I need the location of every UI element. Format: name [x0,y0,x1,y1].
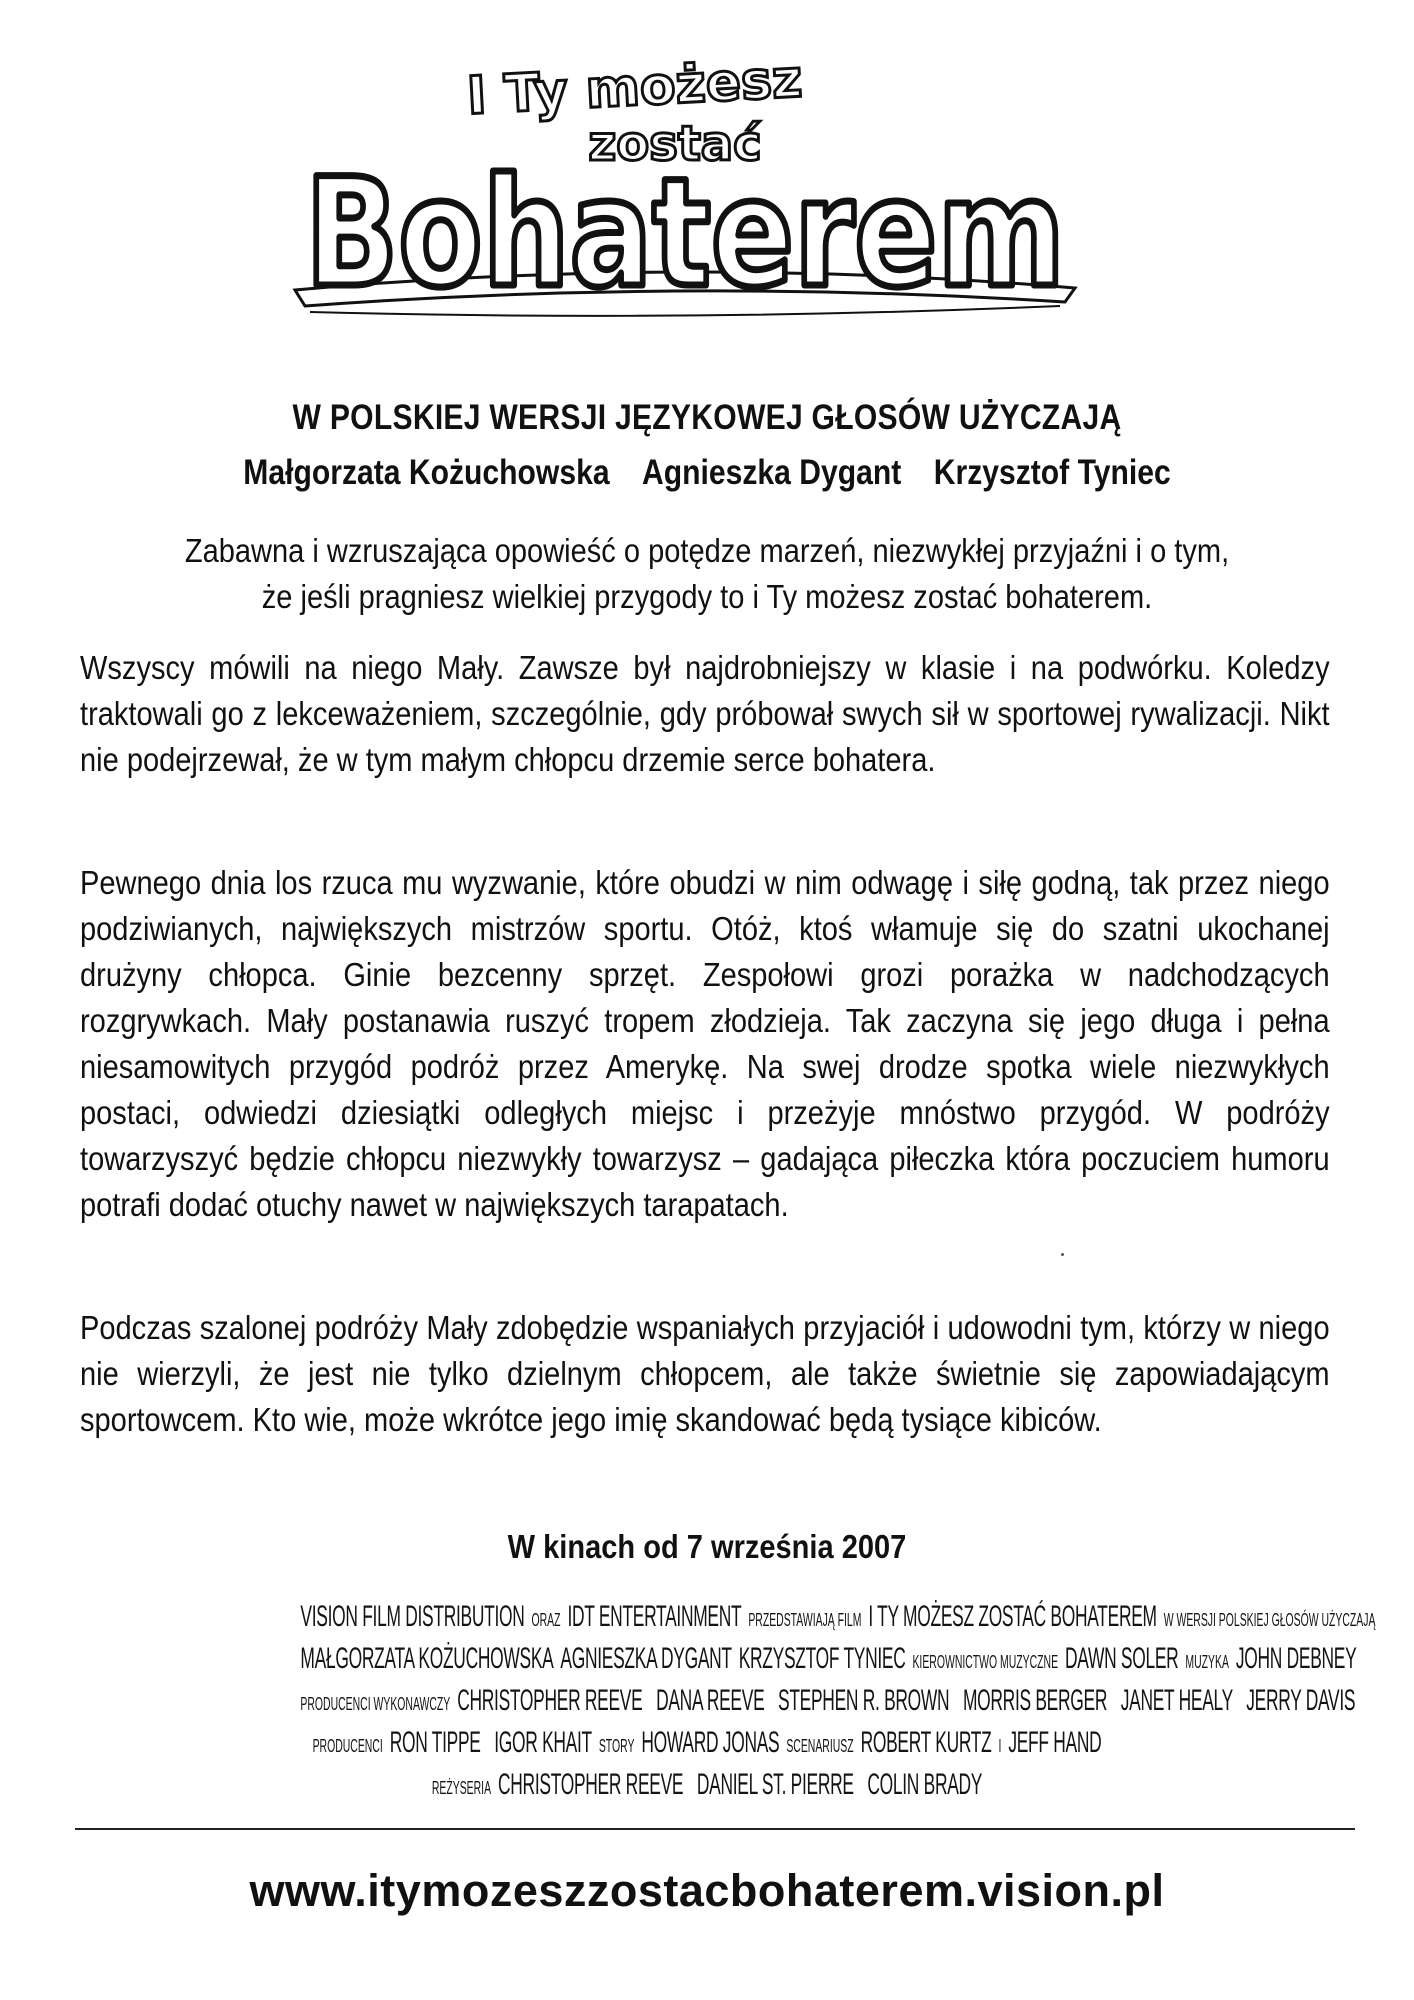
credit-name: JOHN DEBNEY [1235,1642,1357,1675]
credit-label: REŻYSERIA [431,1778,492,1798]
logo-line-3: Bohaterem [305,147,1065,321]
voice-actor: Małgorzata Kożuchowska [243,453,610,492]
logo-graphic [255,40,1115,360]
movie-logo [255,40,1115,360]
credit-label: PRODUCENCI WYKONAWCZY [300,1694,451,1714]
divider-line [75,1828,1355,1830]
logo-line-2: zostać [588,116,762,172]
release-date: W kinach od 7 września 2007 [507,1528,907,1565]
credit-label: STORY [598,1736,635,1756]
credit-label: PRZEDSTAWIAJĄ FILM [748,1610,862,1630]
credit-label: W WERSJI POLSKIEJ GŁOSÓW UŻYCZAJĄ [1163,1610,1376,1630]
voice-actor: Krzysztof Tyniec [933,453,1171,492]
credit-name: ROBERT KURTZ [860,1726,992,1759]
credit-name: JEFF HAND [1008,1726,1102,1759]
credit-name: RON TIPPE IGOR KHAIT [389,1726,592,1759]
synopsis-text: Podczas szalonej podróży Mały zdobędzie wspaniałych przyjaciół i udowodni tym, którzy w niego nie wierzyli, że jest nie tylko dzielnym chłopcem, ale także świetnie się zapowiadającym sportowcem. Kto wie, może wkrótce jego imię skandować będą tysiące kibiców. [80,1309,1330,1438]
credit-line [297,1600,1376,1634]
credit-name: CHRISTOPHER REEVE DANIEL ST. PIERRE COLIN BRADY [498,1768,983,1801]
credit-label: ORAZ [531,1610,561,1630]
voice-actor: Agnieszka Dygant [642,453,902,492]
website-url[interactable]: www.itymozeszzostacbohaterem.vision.pl [249,1865,1165,1916]
logo-line-1: I Ty możesz [465,49,804,127]
lead-line: że jeśli pragniesz wielkiej przygody to i Ty możesz zostać bohaterem. [261,578,1153,615]
credit-line [297,1642,1357,1676]
credit-name: KRZYSZTOF TYNIEC [738,1642,906,1675]
credit-name: AGNIESZKA DYGANT [560,1642,732,1675]
credit-label: SCENARIUSZ [786,1736,854,1756]
synopsis-text: Wszyscy mówili na niego Mały. Zawsze był najdrobniejszy w klasie i na podwórku. Koledzy traktowali go z lekceważeniem, szczególnie, gdy próbował swych sił w sportowej rywalizacji. Nikt nie podejrzewał, że w tym małym chłopcu drzemie serce bohatera. [80,649,1330,778]
credit-name: HOWARD JONAS [641,1726,780,1759]
credit-label: I [998,1736,1002,1756]
credit-name: IDT ENTERTAINMENT [567,1600,742,1633]
credit-line [297,1684,1356,1718]
lead-line: Zabawna i wzruszająca opowieść o potędze marzeń, niezwykłej przyjaźni i o tym, [184,532,1230,569]
voice-cast-title: W POLSKIEJ WERSJI JĘZYKOWEJ GŁOSÓW UŻYCZAJĄ [292,398,1122,437]
credit-name: MAŁGORZATA KOŻUCHOWSKA [300,1642,554,1675]
credit-name: CHRISTOPHER REEVE DANA REEVE STEPHEN R. BROWN MORRIS BERGER JANET HEALY JERRY DAVIS [457,1684,1356,1717]
voice-cast-names [99,453,1315,493]
synopsis-paragraph-3 [80,1305,1330,1443]
credit-name: DAWN SOLER [1065,1642,1179,1675]
credit-label: MUZYKA [1185,1652,1229,1672]
print-speck [1061,1253,1064,1256]
synopsis-paragraph-2 [80,860,1330,1228]
credit-name: I TY MOŻESZ ZOSTAĆ BOHATEREM [868,1600,1157,1633]
credit-line [297,1768,1117,1802]
lead-paragraph [138,528,1277,620]
synopsis-text: Pewnego dnia los rzuca mu wyzwanie, które obudzi w nim odwagę i siłę godną, tak przez niego podziwianych, największych mistrzów sportu. Otóż, ktoś włamuje się do szatni ukochanej drużyny chłopca. Ginie bezcenny sprzęt. Zespołowi grozi porażka w nadchodzących rozgrywkach. Mały postanawia ruszyć tropem złodzieja. Tak zaczyna się jego długa i pełna niesamowitych przygód podróż przez Amerykę. Na swej drodze spotka wiele niezwykłych postaci, odwiedzi dziesiątki odległych miejsc i przeżyje mnóstwo przygód. W podróży towarzyszyć będzie chłopcu niezwykły towarzysz – gadająca piłeczka która poczuciem humoru potrafi dodać otuchy nawet w największych tarapatach. [80,864,1330,1223]
synopsis-paragraph-1 [80,645,1330,783]
credit-label: KIEROWNICTWO MUZYCZNE [912,1652,1059,1672]
credit-name: VISION FILM DISTRIBUTION [300,1600,525,1633]
credit-line [297,1726,1117,1760]
credit-label: PRODUCENCI [312,1736,383,1756]
